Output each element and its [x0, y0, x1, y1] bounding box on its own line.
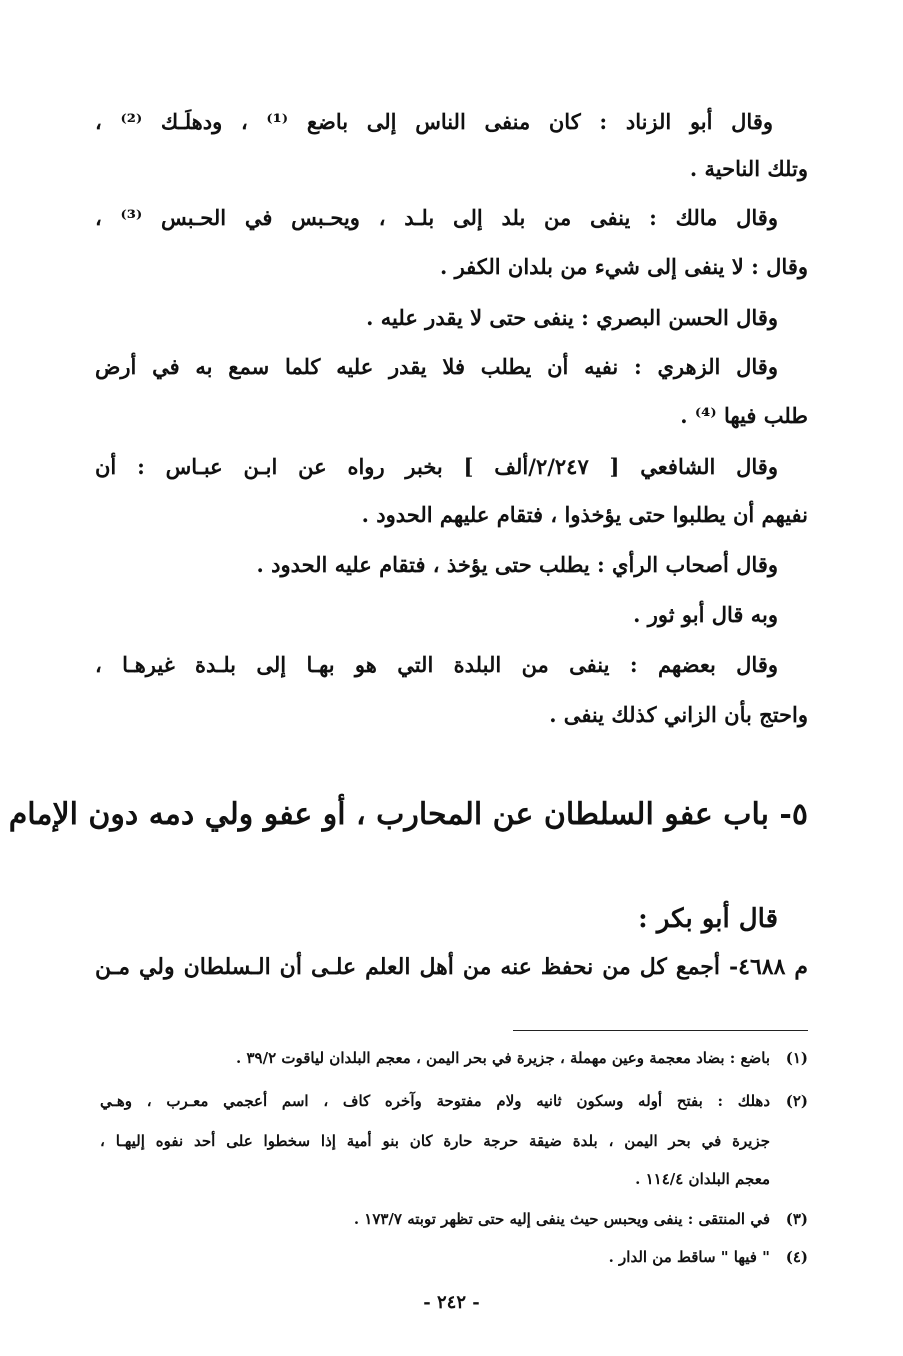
entry-line: م ٤٦٨٨- أجمع كل من نحفظ عنه من أهل العلم علـى أن الـسلطان ولي مـن [95, 954, 809, 980]
page-number: - ٢٤٢ - [423, 1292, 480, 1313]
footnote-4-text: " فيها " ساقط من الدار . [608, 1248, 770, 1266]
footnote-1-text: باضع : بضاد معجمة وعين مهملة ، جزيرة في بحر اليمن ، معجم البلدان لياقوت ٣٩/٢ . [236, 1049, 770, 1067]
footnote-4-number: (٤) [785, 1248, 808, 1266]
body-line-4: وقال : لا ينفى إلى شيء من بلدان الكفر . [439, 254, 808, 279]
speaker-label: قال أبو بكر : [638, 904, 778, 934]
chapter-heading: ٥- باب عفو السلطان عن المحارب ، أو عفو ولي دمه دون الإمام [8, 797, 808, 832]
body-line-10: وقال أصحاب الرأي : يطلب حتى يؤخذ ، فتقام عليه الحدود . [256, 552, 778, 577]
footnote-1-number: (١) [785, 1049, 808, 1067]
footnote-1 [100, 1047, 808, 1069]
body-line-3: وقال مالك : ينفى من بلد إلى بلـد ، ويحـبس في الحـبس ⁽³⁾ ، [95, 205, 778, 230]
body-line-13: واحتج بأن الزاني كذلك ينفى . [549, 702, 808, 727]
footnote-2-number: (٢) [785, 1092, 808, 1110]
body-line-2: وتلك الناحية . [689, 156, 808, 181]
footnote-2-text: دهلك : بفتح أوله وسكون ثانيه ولام مفتوحة وآخره كاف ، اسم أعجمي معـرب ، وهـي [100, 1092, 770, 1110]
footnote-separator [513, 1030, 808, 1031]
footnote-2-continuation-2: معجم البلدان ١١٤/٤ . [635, 1170, 770, 1188]
body-line-11: وبه قال أبو ثور . [633, 602, 778, 627]
body-line-1: وقال أبو الزناد : كان منفى الناس إلى باضع ⁽¹⁾ ، ودهلَـك ⁽²⁾ ، [95, 109, 773, 134]
footnote-3-number: (٣) [785, 1210, 808, 1228]
footnote-3 [100, 1208, 808, 1230]
body-line-6: وقال الزهري : نفيه أن يطلب فلا يقدر عليه كلما سمع به في أرض [95, 354, 778, 379]
body-line-9: نفيهم أن يطلبوا حتى يؤخذوا ، فتقام عليهم الحدود . [361, 502, 808, 527]
body-line-12: وقال بعضهم : ينفى من البلدة التي هو بهـا إلى بلـدة غيرهـا ، [95, 652, 778, 677]
footnote-2-continuation-1: جزيرة في بحر اليمن ، بلدة ضيقة حرجة حارة كان بنو أمية إذا سخطوا على أحد نفوه إليهـا ، [100, 1132, 770, 1150]
footnote-4 [100, 1246, 808, 1268]
body-line-8: وقال الشافعي [ ٢/٢٤٧/ألف ] بخبر رواه عن ابـن عبـاس : أن [95, 454, 778, 479]
body-line-5: وقال الحسن البصري : ينفى حتى لا يقدر عليه . [366, 305, 778, 330]
footnote-2 [100, 1090, 808, 1112]
footnote-3-text: في المنتقى : ينفى ويحبس حيث ينفى إليه حتى تظهر توبته ١٧٣/٧ . [353, 1210, 770, 1228]
body-line-7: طلب فيها ⁽⁴⁾ . [680, 403, 808, 428]
